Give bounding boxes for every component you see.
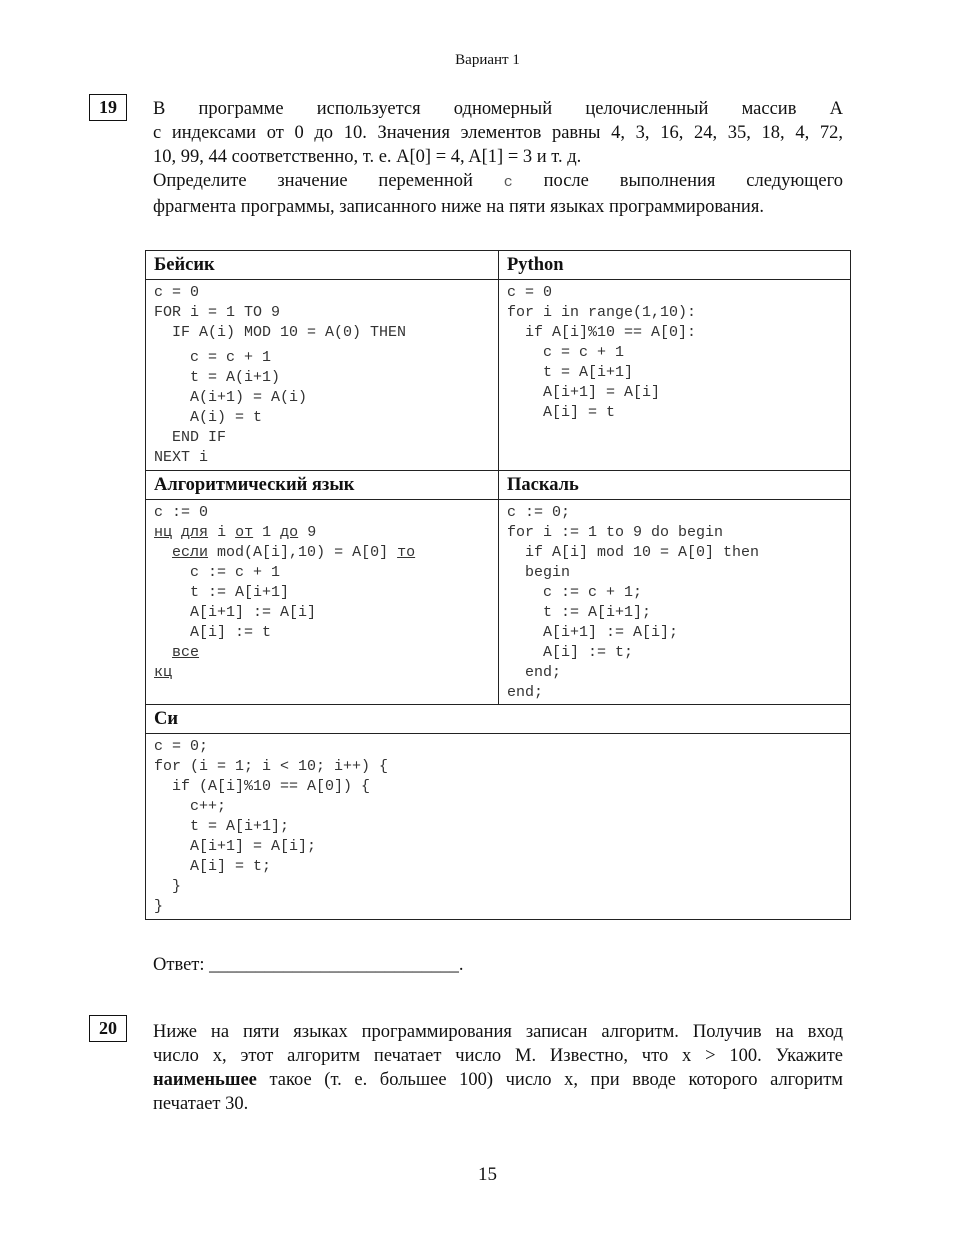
code-line xyxy=(154,643,498,663)
code-line: A(i) = t xyxy=(154,409,263,426)
code-line: NEXT i xyxy=(154,449,209,466)
kw-ot: от xyxy=(235,524,254,541)
code-line: A[i] = t; xyxy=(154,858,272,875)
code-line: if (A[i]%10 == A[0]) { xyxy=(154,778,371,795)
code-line: A[i] = t xyxy=(507,404,616,421)
task-19-question xyxy=(153,169,843,195)
question-before: Определите значение переменной xyxy=(153,171,473,191)
kw-kc: кц xyxy=(154,664,173,681)
pascal-code xyxy=(499,500,851,705)
code-line: c++; xyxy=(154,798,227,815)
code-line: c := c + 1; xyxy=(507,584,643,601)
task-20-line-1: Ниже на пяти языках программирования записан алгоритм. Получив на вход xyxy=(153,1022,843,1042)
answer-line: Ответ: ___________________________. xyxy=(153,955,464,975)
bold-word: наименьшее xyxy=(153,1070,257,1090)
code-line: END IF xyxy=(154,429,227,446)
code-line: c := c + 1 xyxy=(154,564,281,581)
code-line: FOR i = 1 TO 9 xyxy=(154,304,281,321)
code-line: A(i+1) = A(i) xyxy=(154,389,308,406)
algo-code xyxy=(146,500,499,705)
code-line: A[i+1] := A[i]; xyxy=(507,624,679,641)
page-header: Вариант 1 xyxy=(455,52,520,68)
code-line: c = 0 xyxy=(507,284,553,301)
loop-var: i xyxy=(217,524,227,541)
kw-dlya: для xyxy=(181,524,209,541)
task-20-line-4: печатает 30. xyxy=(153,1094,249,1114)
task-19-line-1: В программе используется одномерный целочисленный массив А xyxy=(153,99,843,119)
code-line xyxy=(154,523,498,543)
task-20-line-3 xyxy=(153,1068,843,1092)
code-line xyxy=(154,543,498,563)
task-20-number: 20 xyxy=(89,1015,127,1042)
code-line: A[i+1] = A[i]; xyxy=(154,838,317,855)
basic-title: Бейсик xyxy=(146,251,499,280)
loop-to: 9 xyxy=(307,524,317,541)
kw-to: то xyxy=(397,544,416,561)
task-19-line-2: с индексами от 0 до 10. Значения элементов равны 4, 3, 16, 24, 35, 18, 4, 72, xyxy=(153,123,843,143)
line-3-rest: такое (т. е. большее 100) число x, при вводе которого алгоритм xyxy=(256,1070,843,1090)
code-line: end; xyxy=(507,684,544,701)
question-var: c xyxy=(503,174,513,191)
task-19-number: 19 xyxy=(89,94,127,121)
code-line: for (i = 1; i < 10; i++) { xyxy=(154,758,389,775)
code-line: c := 0; xyxy=(507,504,571,521)
code-line: for i := 1 to 9 do begin xyxy=(507,524,724,541)
code-line: c = 0; xyxy=(154,738,209,755)
algo-title: Алгоритмический язык xyxy=(146,471,499,500)
basic-code xyxy=(146,280,499,471)
kw-nc: нц xyxy=(154,524,173,541)
code-line: c := 0 xyxy=(154,504,209,521)
code-line: A[i] := t; xyxy=(507,644,634,661)
code-line: c = c + 1 xyxy=(154,349,272,366)
task-19-line-3: 10, 99, 44 соответственно, т. е. A[0] = 4, A[1] = 3 и т. д. xyxy=(153,147,582,167)
code-line: if A[i] mod 10 = A[0] then xyxy=(507,544,760,561)
page-number: 15 xyxy=(478,1164,497,1185)
code-line: t := A[i+1]; xyxy=(507,604,652,621)
code-line: c = 0 xyxy=(154,284,200,301)
code-line: } xyxy=(154,898,164,915)
code-line: A[i+1] = A[i] xyxy=(507,384,661,401)
c-title: Си xyxy=(146,705,851,734)
pascal-title: Паскаль xyxy=(499,471,851,500)
code-line: t = A(i+1) xyxy=(154,369,281,386)
task-19-text xyxy=(153,97,843,219)
kw-do: до xyxy=(280,524,299,541)
code-line: } xyxy=(154,878,182,895)
loop-from: 1 xyxy=(262,524,272,541)
c-code xyxy=(146,734,851,920)
kw-vse: все xyxy=(172,644,200,661)
code-table xyxy=(145,250,851,920)
code-line: end; xyxy=(507,664,562,681)
code-line: begin xyxy=(507,564,571,581)
task-20-text xyxy=(153,1020,843,1116)
python-code xyxy=(499,280,851,471)
task-19-question-line-2: фрагмента программы, записанного ниже на пяти языках программирования. xyxy=(153,197,764,217)
code-line: c = c + 1 xyxy=(507,344,625,361)
code-line: if A[i]%10 == A[0]: xyxy=(507,324,697,341)
code-line: t := A[i+1] xyxy=(154,584,290,601)
code-line: IF A(i) MOD 10 = A(0) THEN xyxy=(154,324,407,341)
code-line: A[i+1] := A[i] xyxy=(154,604,317,621)
code-line: A[i] := t xyxy=(154,624,272,641)
python-title: Python xyxy=(499,251,851,280)
question-after: после выполнения следующего xyxy=(543,171,844,191)
kw-esli: если xyxy=(172,544,209,561)
code-line: t = A[i+1]; xyxy=(154,818,290,835)
code-line xyxy=(154,663,498,683)
code-line: t = A[i+1] xyxy=(507,364,634,381)
task-20-line-2: число x, этот алгоритм печатает число M. Известно, что x > 100. Укажите xyxy=(153,1046,843,1066)
code-line: for i in range(1,10): xyxy=(507,304,697,321)
if-condition: mod(A[i],10) = A[0] xyxy=(217,544,389,561)
